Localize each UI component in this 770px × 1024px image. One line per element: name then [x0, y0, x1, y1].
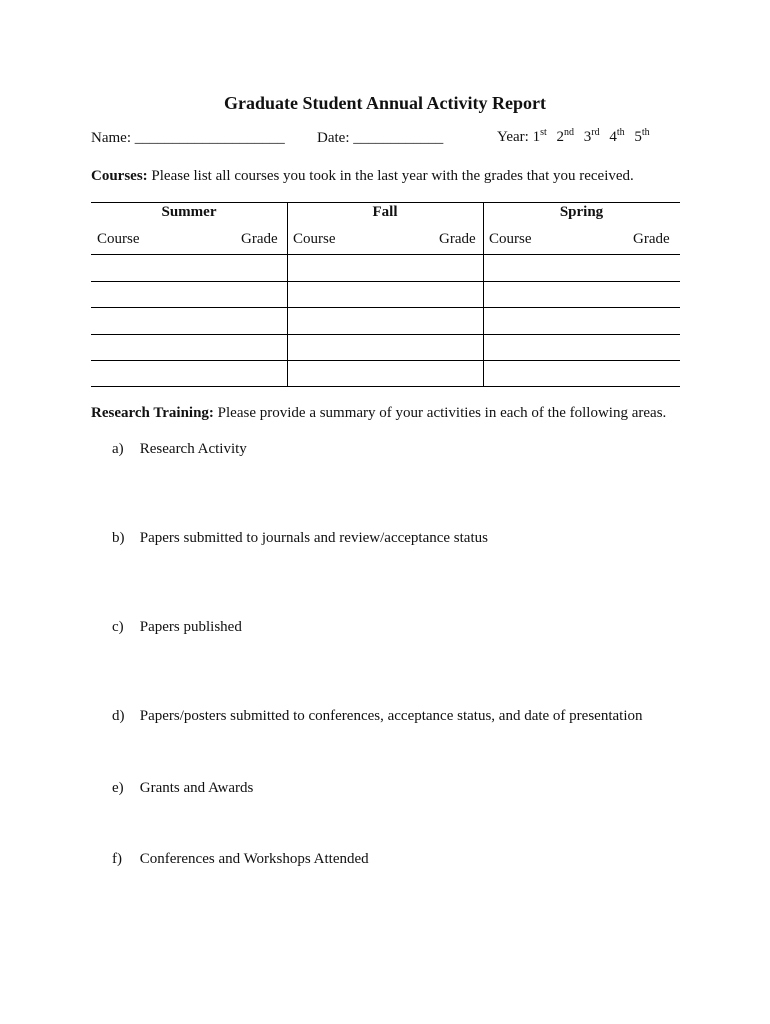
- item-letter: f): [112, 851, 122, 867]
- year-option-1[interactable]: 1st: [532, 127, 547, 145]
- summer-course-col: Course: [97, 231, 140, 247]
- research-instruction: [91, 405, 666, 422]
- research-text: Please provide a summary of your activities in each of the following areas.: [217, 405, 667, 421]
- table-divider: [483, 202, 484, 387]
- list-item: [112, 780, 253, 797]
- item-text: Papers/posters submitted to conferences, acceptance status, and date of presentation: [139, 708, 643, 724]
- list-item: [112, 441, 247, 458]
- item-letter: b): [112, 530, 125, 546]
- list-item: [112, 619, 242, 636]
- list-item: [112, 851, 369, 868]
- table-rule: [91, 254, 680, 255]
- table-rule: [91, 281, 680, 282]
- item-text: Grants and Awards: [139, 780, 254, 796]
- item-letter: c): [112, 619, 124, 635]
- table-divider: [287, 202, 288, 387]
- summer-grade-col: Grade: [241, 231, 278, 247]
- year-option-3[interactable]: 3rd: [583, 127, 600, 145]
- date-field-label[interactable]: Date: ____________: [317, 130, 444, 146]
- item-text: Papers published: [139, 619, 242, 635]
- list-item: [112, 530, 488, 547]
- page-title: Graduate Student Annual Activity Report: [223, 93, 547, 113]
- spring-grade-col: Grade: [633, 231, 670, 247]
- courses-text: Please list all courses you took in the last year with the grades that you received.: [151, 168, 634, 184]
- term-header-summer: Summer: [161, 204, 217, 220]
- research-heading: Research Training:: [91, 405, 214, 421]
- year-option-2[interactable]: 2nd: [556, 127, 574, 145]
- table-rule: [91, 307, 680, 308]
- year-option-4[interactable]: 4th: [609, 127, 625, 145]
- fall-grade-col: Grade: [439, 231, 476, 247]
- item-letter: d): [112, 708, 125, 724]
- item-text: Conferences and Workshops Attended: [139, 851, 369, 867]
- year-label: Year:: [497, 129, 529, 145]
- term-header-fall: Fall: [372, 204, 398, 220]
- year-selector: [497, 129, 656, 146]
- item-text: Research Activity: [139, 441, 247, 457]
- table-rule: [91, 202, 680, 203]
- list-item: [112, 708, 642, 725]
- courses-table: [91, 202, 680, 387]
- courses-instruction: [91, 168, 634, 185]
- term-header-spring: Spring: [559, 204, 604, 220]
- spring-course-col: Course: [489, 231, 532, 247]
- fall-course-col: Course: [293, 231, 336, 247]
- table-rule: [91, 334, 680, 335]
- name-field-label[interactable]: Name: ____________________: [91, 130, 285, 146]
- item-text: Papers submitted to journals and review/acceptance status: [139, 530, 488, 546]
- table-rule: [91, 360, 680, 361]
- year-option-5[interactable]: 5th: [634, 127, 650, 145]
- courses-heading: Courses:: [91, 168, 148, 184]
- item-letter: e): [112, 780, 124, 796]
- table-rule: [91, 386, 680, 387]
- item-letter: a): [112, 441, 124, 457]
